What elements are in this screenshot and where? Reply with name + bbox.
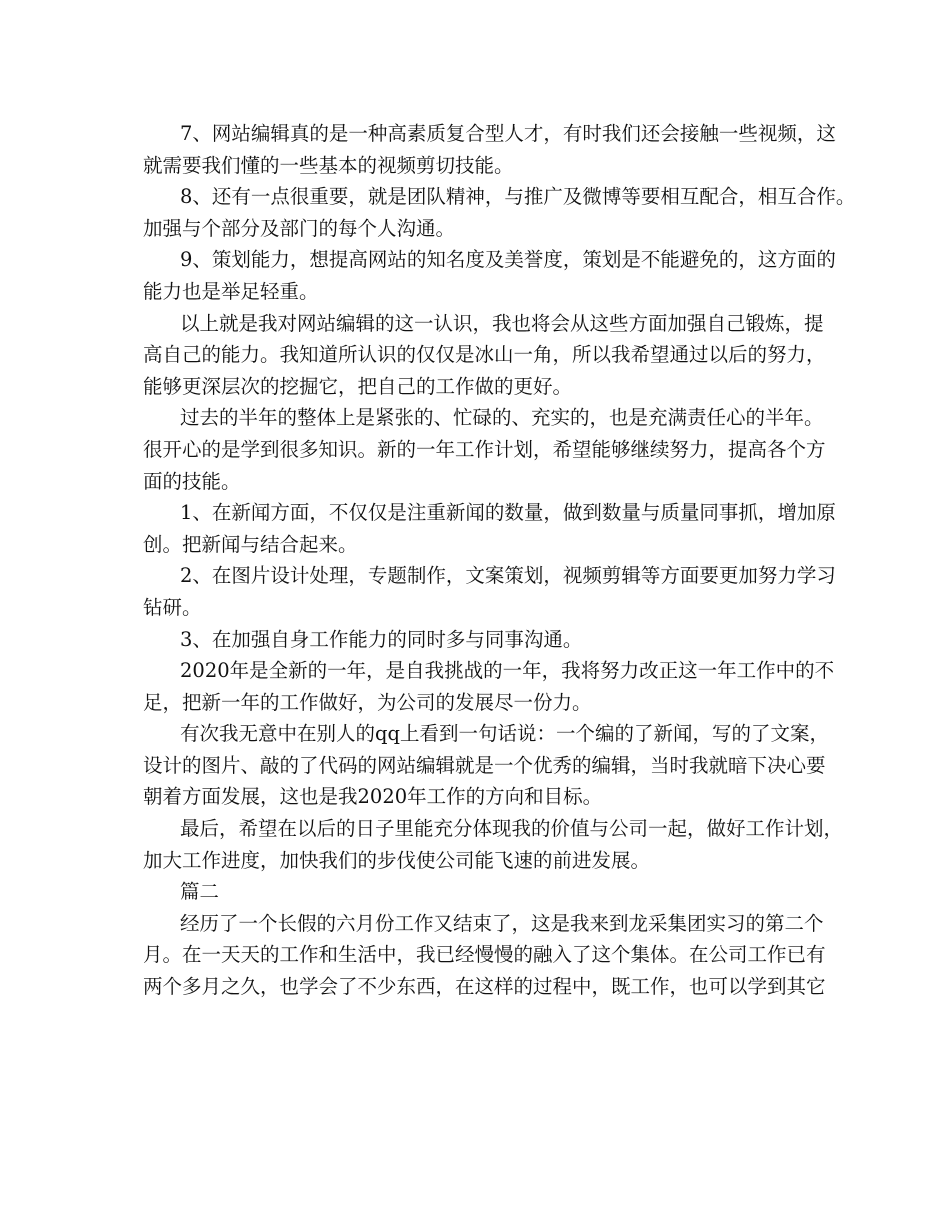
paragraph — [143, 560, 836, 623]
text-line: 加大工作进度，加快我们的步伐使公司能飞速的前进发展。 — [143, 848, 651, 872]
text-line: 以上就是我对网站编辑的这一认识，我也将会从这些方面加强自己锻炼，提 — [180, 311, 824, 335]
paragraph — [143, 718, 829, 813]
document-body — [143, 118, 856, 1003]
paragraph — [143, 908, 826, 1003]
text-line: 加强与个部分及部门的每个人沟通。 — [143, 216, 456, 240]
text-line: 能够更深层次的挖掘它，把自己的工作做的更好。 — [143, 374, 573, 398]
paragraph — [143, 876, 819, 908]
text-line: 2020年是全新的一年，是自我挑战的一年，我将努力改正这一年工作中的不 — [180, 659, 835, 683]
text-line: 经历了一个长假的六月份工作又结束了，这是我来到龙采集团实习的第二个 — [180, 911, 824, 935]
paragraph — [143, 497, 836, 560]
text-line: 过去的半年的整体上是紧张的、忙碌的、充实的，也是充满责任心的半年。 — [180, 406, 824, 430]
text-line: 高自己的能力。我知道所认识的仅仅是冰山一角，所以我希望通过以后的努力， — [143, 343, 826, 367]
text-line: 钻研。 — [143, 595, 202, 619]
text-line: 8、还有一点很重要，就是团队精神，与推广及微博等要相互配合，相互合作。 — [180, 185, 856, 209]
paragraph — [143, 655, 835, 718]
paragraph — [143, 244, 836, 307]
paragraph — [143, 308, 826, 403]
text-line: 朝着方面发展，这也是我2020年工作的方向和目标。 — [143, 785, 603, 809]
text-line: 3、在加强自身工作能力的同时多与同事沟通。 — [180, 627, 583, 651]
paragraph — [143, 402, 826, 497]
text-line: 1、在新闻方面，不仅仅是注重新闻的数量，做到数量与质量同事抓，增加原 — [180, 501, 836, 525]
text-line: 有次我无意中在别人的qq上看到一句话说：一个编的了新闻，写的了文案， — [180, 722, 829, 746]
text-line: 面的技能。 — [143, 469, 241, 493]
text-line: 2、在图片设计处理，专题制作，文案策划，视频剪辑等方面要更加努力学习 — [180, 564, 836, 588]
paragraph — [143, 118, 836, 181]
text-line: 就需要我们懂的一些基本的视频剪切技能。 — [143, 153, 514, 177]
text-line: 篇二 — [180, 880, 220, 904]
text-line: 两个多月之久，也学会了不少东西，在这样的过程中，既工作，也可以学到其它 — [143, 975, 826, 999]
text-line: 最后，希望在以后的日子里能充分体现我的价值与公司一起，做好工作计划， — [180, 817, 844, 841]
paragraph — [143, 181, 856, 244]
text-line: 创。把新闻与结合起来。 — [143, 532, 358, 556]
text-line: 7、网站编辑真的是一种高素质复合型人才，有时我们还会接触一些视频，这 — [180, 122, 836, 145]
text-line: 设计的图片、敲的了代码的网站编辑就是一个优秀的编辑，当时我就暗下决心要 — [143, 753, 826, 777]
text-line: 月。在一天天的工作和生活中，我已经慢慢的融入了这个集体。在公司工作已有 — [143, 943, 826, 967]
text-line: 9、策划能力，想提高网站的知名度及美誉度，策划是不能避免的，这方面的 — [180, 248, 836, 272]
paragraph — [143, 624, 819, 656]
text-line: 能力也是举足轻重。 — [143, 279, 319, 303]
text-line: 很开心的是学到很多知识。新的一年工作计划，希望能够继续努力，提高各个方 — [143, 437, 826, 461]
text-line: 足，把新一年的工作做好，为公司的发展尽一份力。 — [143, 690, 592, 714]
paragraph — [143, 813, 844, 876]
